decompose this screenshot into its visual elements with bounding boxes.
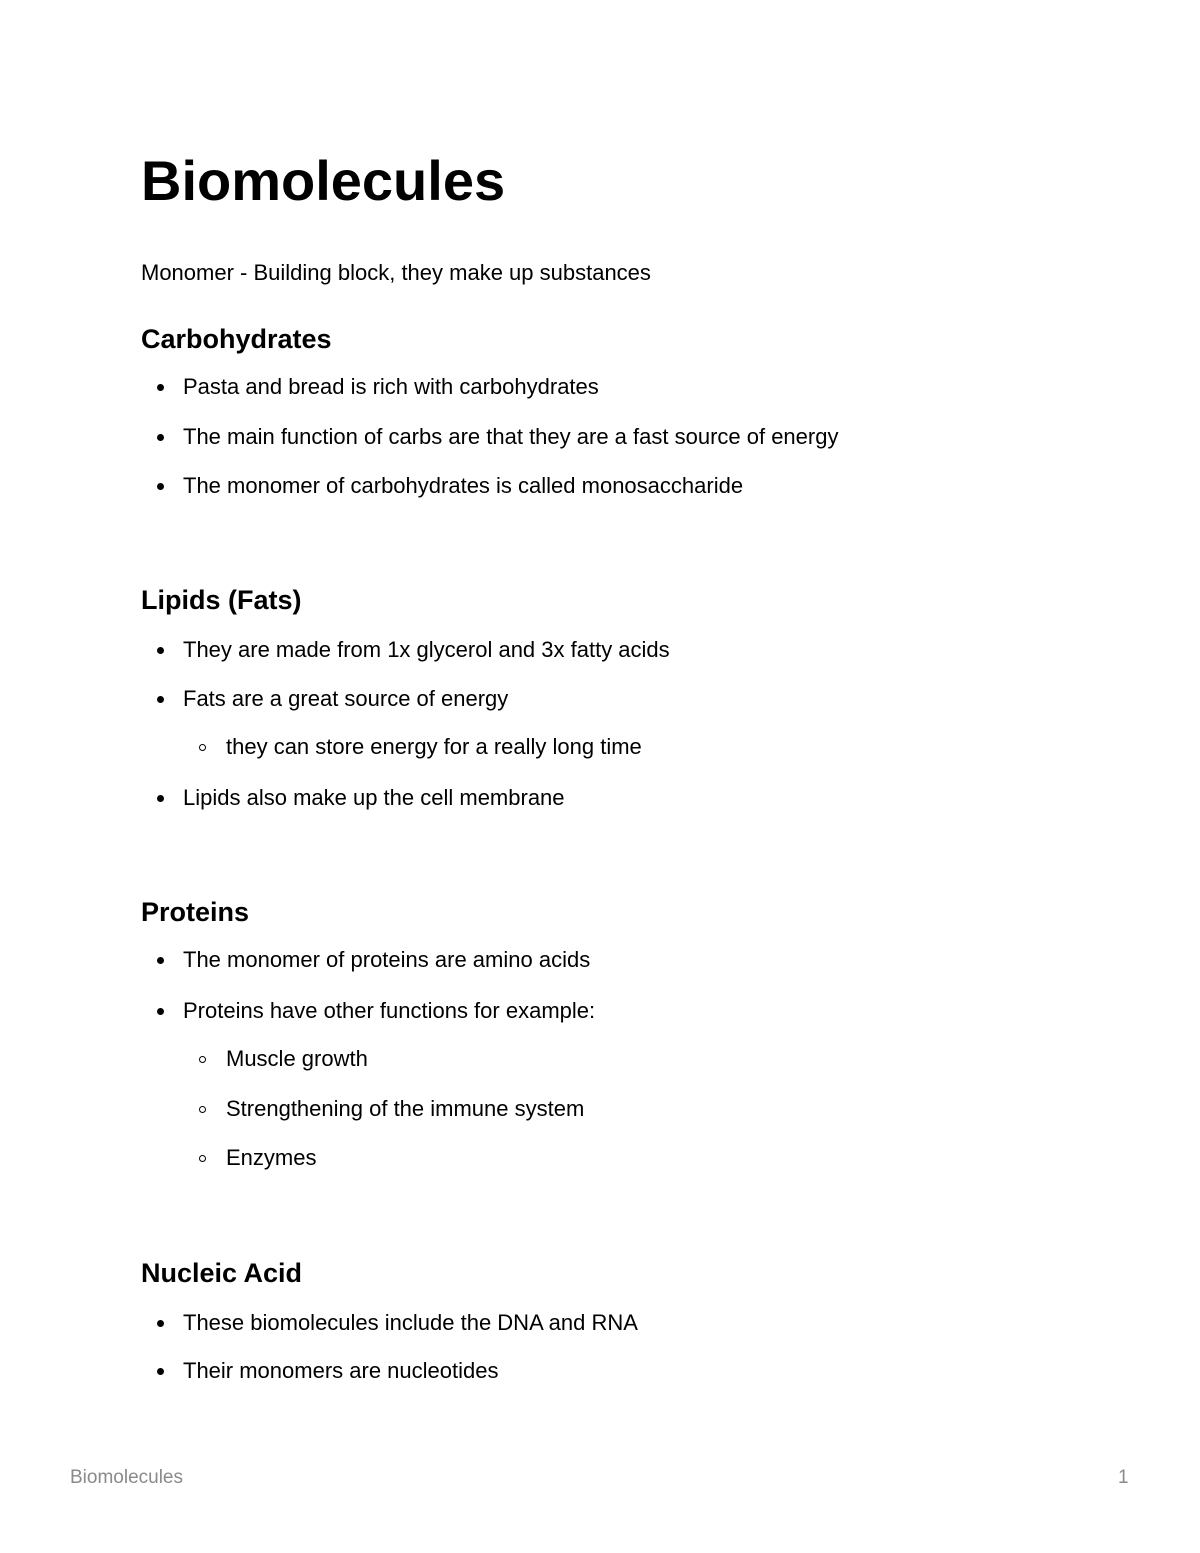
section-heading-proteins: Proteins xyxy=(141,897,250,927)
bullet-icon xyxy=(157,1320,164,1327)
list-item: Pasta and bread is rich with carbohydrates xyxy=(183,374,599,399)
footer-page-number: 1 xyxy=(1118,1467,1129,1488)
section-heading-lipids: Lipids (Fats) xyxy=(141,585,302,615)
sub-bullet-icon xyxy=(199,1056,206,1063)
list-item: Proteins have other functions for example: xyxy=(183,998,596,1023)
bullet-icon xyxy=(157,434,164,441)
bullet-icon xyxy=(157,647,164,654)
list-item: Their monomers are nucleotides xyxy=(183,1358,499,1383)
sub-list-item: they can store energy for a really long time xyxy=(226,734,642,759)
intro-text: Monomer - Building block, they make up substances xyxy=(141,260,651,285)
bullet-icon xyxy=(157,696,164,703)
list-item: The monomer of proteins are amino acids xyxy=(183,947,591,972)
bullet-icon xyxy=(157,795,164,802)
bullet-icon xyxy=(157,1368,164,1375)
list-item: The main function of carbs are that they are a fast source of energy xyxy=(183,424,839,449)
list-item: These biomolecules include the DNA and RNA xyxy=(183,1310,638,1335)
list-item: The monomer of carbohydrates is called monosaccharide xyxy=(183,473,744,498)
sub-bullet-icon xyxy=(199,744,206,751)
sub-bullet-icon xyxy=(199,1155,206,1162)
sub-list-item: Strengthening of the immune system xyxy=(226,1096,585,1121)
sub-bullet-icon xyxy=(199,1106,206,1113)
bullet-icon xyxy=(157,384,164,391)
sub-list-item: Muscle growth xyxy=(226,1046,368,1071)
page-title: Biomolecules xyxy=(141,149,506,212)
bullet-icon xyxy=(157,483,164,490)
section-heading-carbohydrates: Carbohydrates xyxy=(141,324,332,354)
list-item: Fats are a great source of energy xyxy=(183,686,509,711)
bullet-icon xyxy=(157,1008,164,1015)
section-heading-nucleic-acid: Nucleic Acid xyxy=(141,1258,303,1288)
footer-doc-name: Biomolecules xyxy=(70,1467,183,1488)
list-item: They are made from 1x glycerol and 3x fatty acids xyxy=(183,637,670,662)
sub-list-item: Enzymes xyxy=(226,1145,317,1170)
bullet-icon xyxy=(157,957,164,964)
list-item: Lipids also make up the cell membrane xyxy=(183,785,565,810)
